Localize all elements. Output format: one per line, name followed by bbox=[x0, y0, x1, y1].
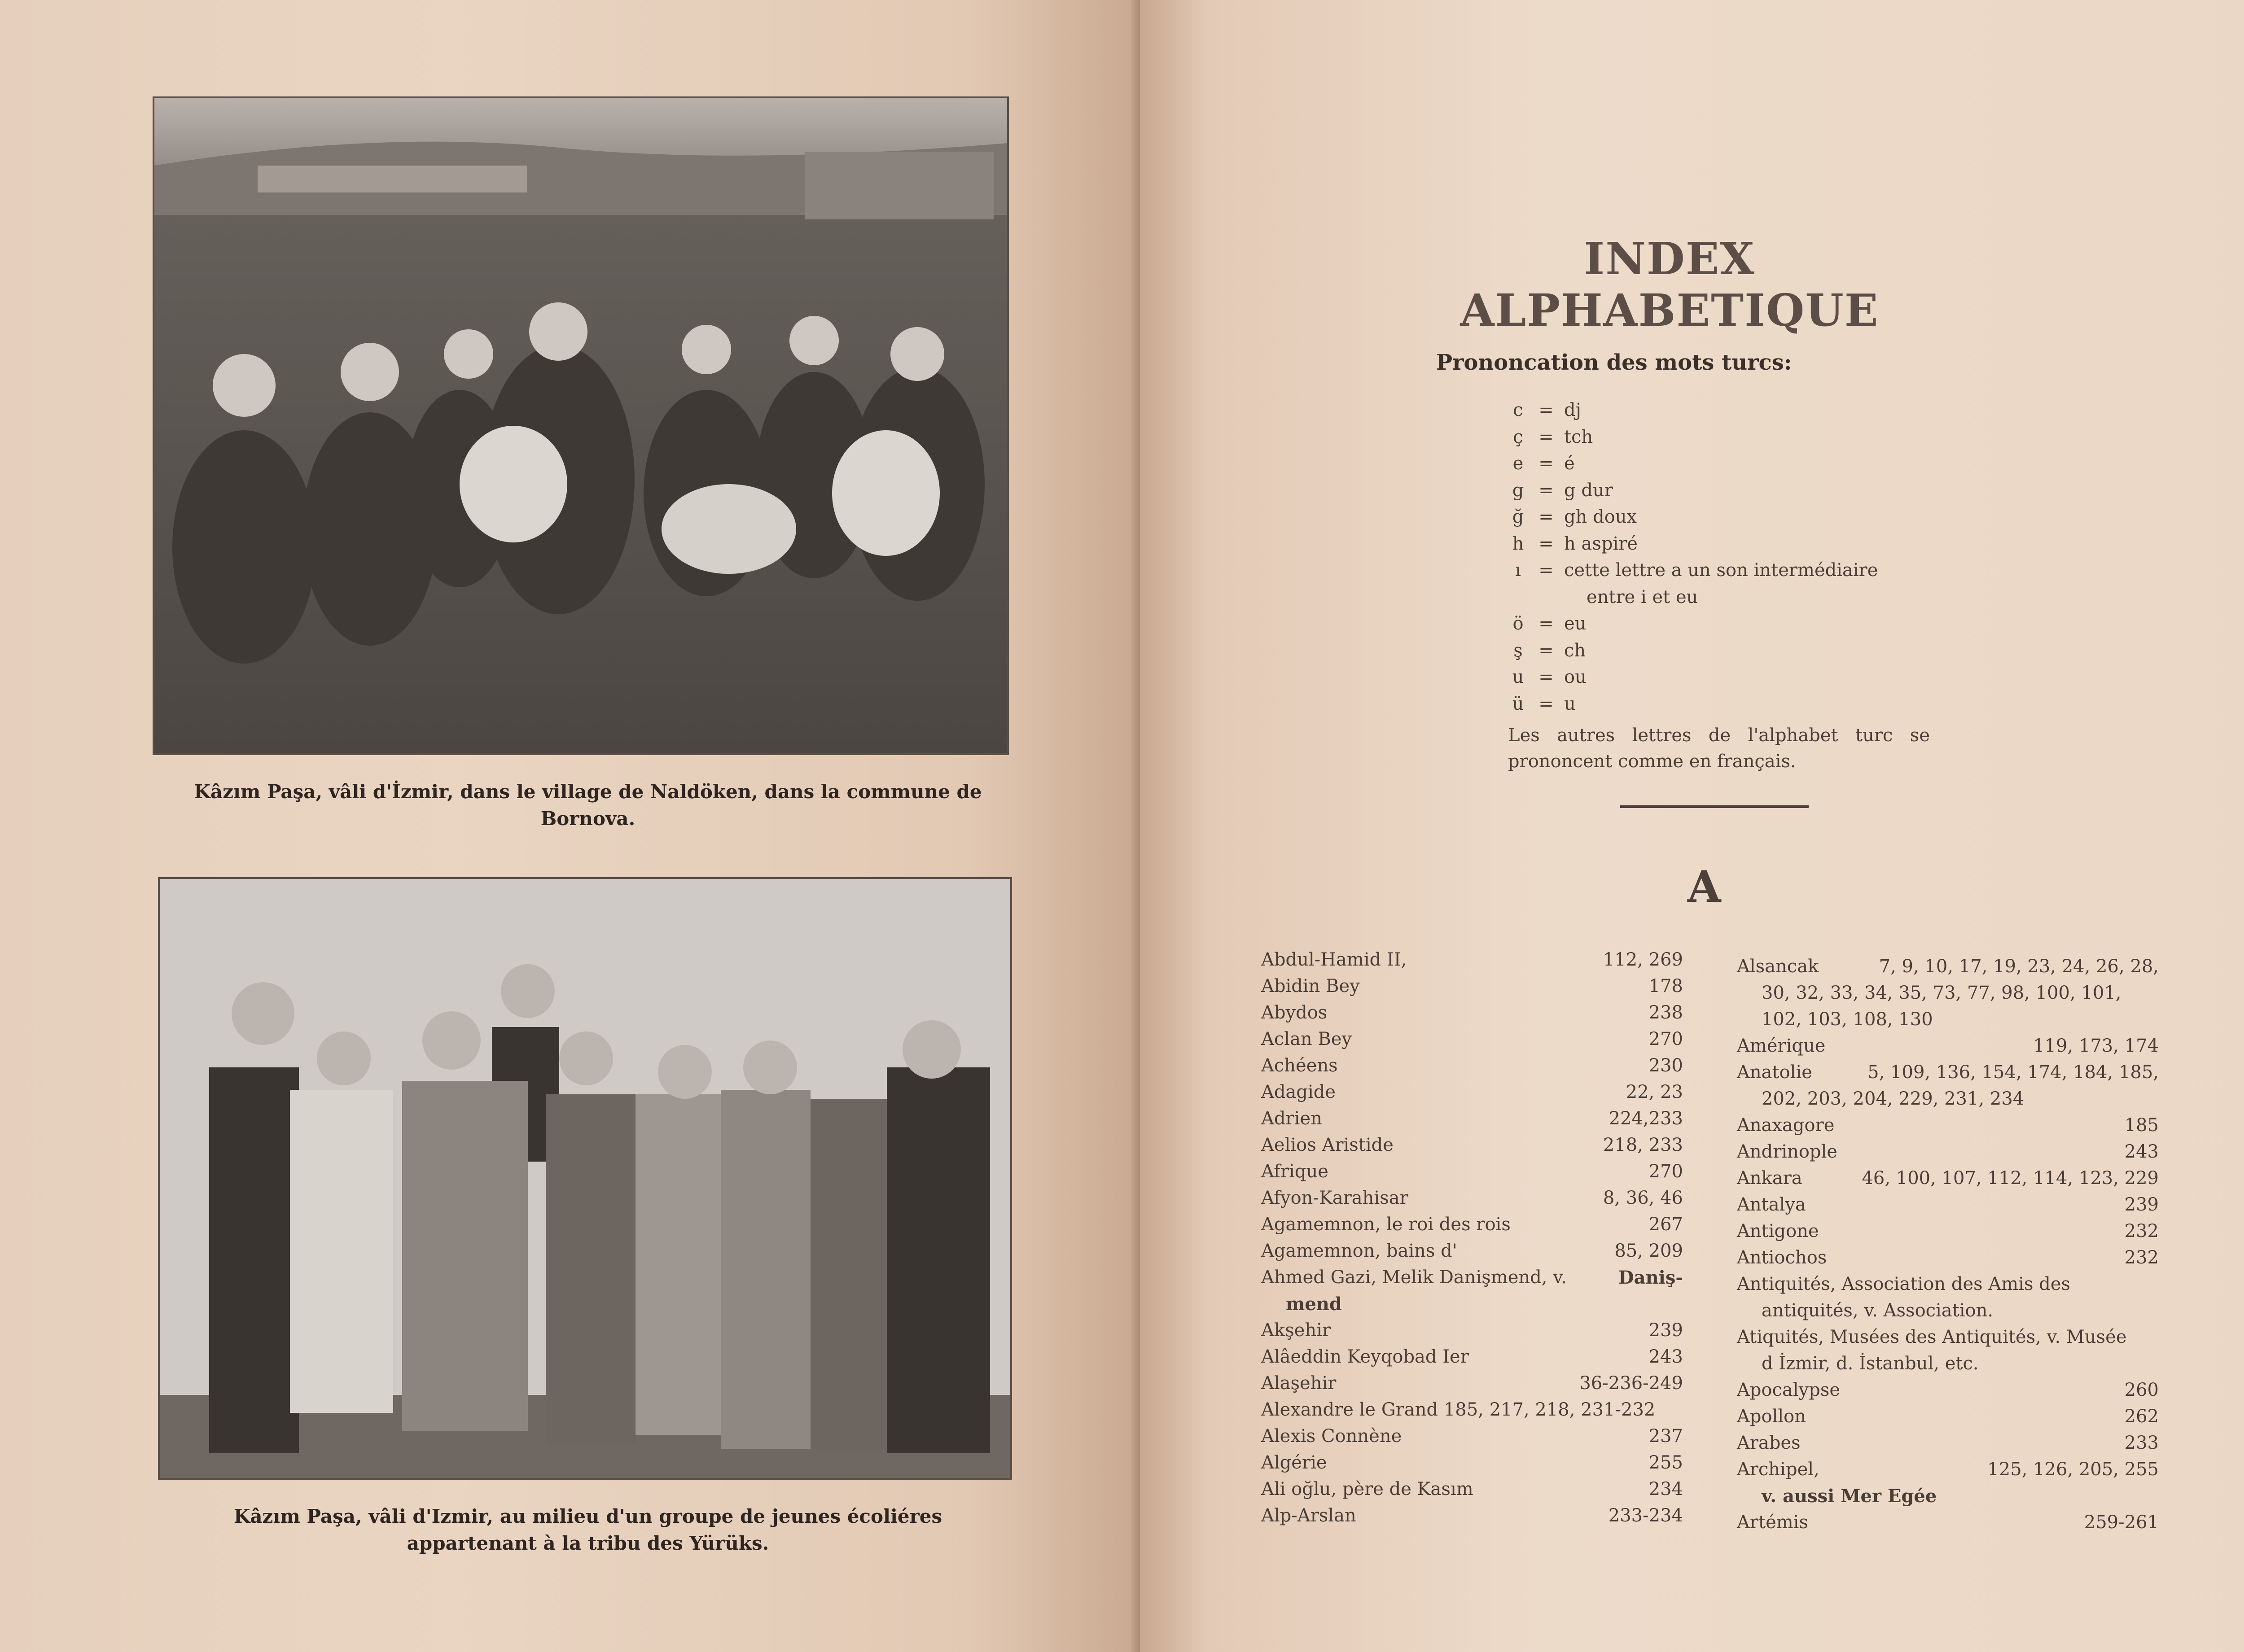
index-entry-line bbox=[1261, 973, 1683, 1000]
index-entry-line bbox=[1261, 1344, 1683, 1370]
pronunciation-heading: Prononcation des mots turcs: bbox=[1436, 350, 1792, 375]
index-entry-pages: 185 bbox=[2124, 1115, 2159, 1136]
index-entry-line bbox=[1261, 1053, 1683, 1079]
index-entry-name: Alaşehir bbox=[1261, 1373, 1337, 1394]
index-entry-line bbox=[1261, 1132, 1683, 1158]
index-entry-line bbox=[1261, 1264, 1683, 1291]
index-entry bbox=[1261, 1026, 1683, 1053]
photo-village-image bbox=[154, 98, 1007, 753]
index-entry-pages: 239 bbox=[2124, 1194, 2159, 1215]
pronunciation-value: gh doux bbox=[1564, 507, 1637, 527]
pronunciation-row bbox=[1508, 664, 1939, 691]
pronunciation-letter: u bbox=[1512, 667, 1524, 687]
index-entry bbox=[1261, 1238, 1683, 1264]
index-entry-continuation: v. aussi Mer Egée bbox=[1762, 1486, 1937, 1507]
index-entry-pages: 224,233 bbox=[1608, 1108, 1683, 1129]
index-entry-name: Artémis bbox=[1737, 1512, 1809, 1533]
index-entry bbox=[1737, 1165, 2159, 1192]
index-entry-pages: 36-236-249 bbox=[1579, 1373, 1683, 1394]
index-entry bbox=[1261, 1132, 1683, 1158]
index-entry-line bbox=[1737, 1271, 2159, 1298]
index-entry bbox=[1737, 1430, 2159, 1456]
index-entry-line bbox=[1261, 1423, 1683, 1450]
index-entry-line bbox=[1261, 1238, 1683, 1264]
equals-sign: = bbox=[1538, 533, 1554, 554]
pronunciation-value: g dur bbox=[1564, 480, 1613, 501]
index-entry bbox=[1261, 1158, 1683, 1185]
index-entry bbox=[1737, 1033, 2159, 1059]
index-entry-line bbox=[1737, 1509, 2159, 1536]
index-entry-pages: 178 bbox=[1648, 976, 1683, 996]
index-entry-line bbox=[1737, 1377, 2159, 1403]
index-entry-pages: 243 bbox=[2124, 1141, 2159, 1162]
index-entry-line bbox=[1737, 1139, 2159, 1165]
index-entry-pages: 232 bbox=[2124, 1247, 2159, 1268]
index-entry-name: Agamemnon, bains d' bbox=[1261, 1241, 1457, 1261]
index-entry-line bbox=[1261, 1317, 1683, 1344]
index-entry-pages: 22, 23 bbox=[1626, 1082, 1683, 1102]
index-entry-name: Ahmed Gazi, Melik Danişmend, v. bbox=[1261, 1267, 1567, 1288]
index-entry-pages: 270 bbox=[1648, 1029, 1683, 1049]
index-entry-pages: 239 bbox=[1648, 1320, 1683, 1341]
index-entry bbox=[1261, 1185, 1683, 1211]
index-entry-line bbox=[1261, 1185, 1683, 1211]
index-entry bbox=[1737, 1245, 2159, 1271]
index-entry-pages: 232 bbox=[2124, 1221, 2159, 1241]
index-entry-pages: 237 bbox=[1648, 1426, 1683, 1447]
pronunciation-letter: h bbox=[1512, 533, 1524, 554]
equals-sign: = bbox=[1538, 400, 1554, 420]
photo-caption-2: Kâzım Paşa, vâli d'Izmir, au milieu d'un groupe de jeunes écoliéres appartenant à la tribu des Yürüks. bbox=[233, 1505, 942, 1554]
index-entry-line bbox=[1261, 1106, 1683, 1132]
index-entry-pages: Daniş- bbox=[1618, 1267, 1683, 1288]
equals-sign: = bbox=[1538, 480, 1554, 501]
index-entry-name: Alexis Connène bbox=[1261, 1426, 1402, 1447]
index-entry-pages: 255 bbox=[1648, 1452, 1683, 1473]
index-entry-line bbox=[1737, 953, 2159, 980]
pronunciation-row bbox=[1508, 424, 1939, 451]
index-entry bbox=[1737, 1059, 2159, 1112]
pronunciation-value: eu bbox=[1564, 613, 1587, 634]
pronunciation-letter: c bbox=[1513, 400, 1523, 420]
pronunciation-value: tch bbox=[1564, 426, 1593, 447]
index-entry-line bbox=[1737, 1430, 2159, 1456]
index-entry bbox=[1737, 1112, 2159, 1139]
index-entry-pages: 5, 109, 136, 154, 174, 184, 185, bbox=[1867, 1062, 2159, 1083]
index-entry bbox=[1261, 1053, 1683, 1079]
index-entry-line bbox=[1261, 1503, 1683, 1529]
pronunciation-value: u bbox=[1564, 693, 1576, 714]
index-entry bbox=[1737, 1324, 2159, 1377]
index-entry-name: Archipel, bbox=[1737, 1459, 1819, 1480]
index-entry-name: Afyon-Karahisar bbox=[1261, 1188, 1408, 1208]
index-entry-name: Aclan Bey bbox=[1261, 1029, 1352, 1049]
index-entry-name: Antiquités, Association des Amis des bbox=[1737, 1274, 2071, 1294]
index-entry-pages: 119, 173, 174 bbox=[2033, 1036, 2159, 1056]
index-entry-pages: 259-261 bbox=[2084, 1512, 2159, 1533]
index-entry-pages: 260 bbox=[2124, 1380, 2159, 1400]
index-column-left bbox=[1261, 947, 1683, 1529]
index-entry bbox=[1261, 1317, 1683, 1344]
index-entry bbox=[1261, 973, 1683, 1000]
index-entry-line bbox=[1261, 1000, 1683, 1026]
index-entry-name: Alsancak bbox=[1737, 956, 1819, 977]
index-entry-line bbox=[1737, 1033, 2159, 1059]
pronunciation-letter: g bbox=[1512, 480, 1524, 501]
index-entry-line bbox=[1261, 1397, 1683, 1423]
index-entry-name: Alexandre le Grand 185, 217, 218, 231-232 bbox=[1261, 1399, 1656, 1420]
index-entry-continuation: d İzmir, d. İstanbul, etc. bbox=[1762, 1353, 1979, 1374]
index-entry-line bbox=[1261, 1211, 1683, 1238]
equals-sign: = bbox=[1538, 507, 1554, 527]
pronunciation-value: cette lettre a un son intermédiaire bbox=[1564, 560, 1878, 581]
pronunciation-letter: ş bbox=[1513, 640, 1523, 661]
index-entry bbox=[1737, 1271, 2159, 1324]
index-entry-line bbox=[1737, 1324, 2159, 1350]
pronunciation-value: ch bbox=[1564, 640, 1586, 661]
index-entry bbox=[1737, 1456, 2159, 1509]
index-entry-pages: 7, 9, 10, 17, 19, 23, 24, 26, 28, bbox=[1879, 956, 2159, 977]
index-entry-line bbox=[1737, 1059, 2159, 1086]
pronunciation-value: dj bbox=[1564, 400, 1582, 420]
pronunciation-letter: ö bbox=[1512, 613, 1524, 634]
index-entry-name: Agamemnon, le roi des rois bbox=[1261, 1214, 1511, 1235]
index-entry bbox=[1261, 1106, 1683, 1132]
index-entry bbox=[1737, 1377, 2159, 1403]
index-entry bbox=[1261, 1000, 1683, 1026]
index-entry-line bbox=[1737, 1245, 2159, 1271]
pronunciation-value: ou bbox=[1564, 667, 1587, 687]
index-entry-line bbox=[1261, 1450, 1683, 1476]
index-entry bbox=[1737, 1509, 2159, 1536]
equals-sign: = bbox=[1538, 426, 1554, 447]
index-entry-pages: 112, 269 bbox=[1603, 949, 1683, 970]
pronunciation-row bbox=[1508, 504, 1939, 531]
pronunciation-letter: e bbox=[1512, 453, 1524, 474]
index-entry bbox=[1261, 1211, 1683, 1238]
index-entry-pages: 218, 233 bbox=[1603, 1135, 1683, 1155]
index-entry-pages: 234 bbox=[1648, 1479, 1683, 1499]
index-entry-pages: 233-234 bbox=[1608, 1505, 1683, 1526]
index-column-right bbox=[1737, 953, 2159, 1536]
index-entry-name: Abydos bbox=[1261, 1002, 1328, 1023]
index-entry-name: Atiquités, Musées des Antiquités, v. Musée bbox=[1737, 1327, 2127, 1347]
index-entry-name: Abidin Bey bbox=[1261, 976, 1360, 996]
index-entry bbox=[1261, 1503, 1683, 1529]
index-entry-name: Akşehir bbox=[1261, 1320, 1331, 1341]
index-entry-line bbox=[1737, 1112, 2159, 1139]
pronunciation-row bbox=[1508, 477, 1939, 504]
index-entry-continuation: 102, 103, 108, 130 bbox=[1762, 1009, 1933, 1030]
photo-caption-1: Kâzım Paşa, vâli d'İzmir, dans le village de Naldöken, dans la commune de Bornova. bbox=[194, 781, 982, 830]
pronunciation-letter: ğ bbox=[1512, 507, 1524, 527]
index-entry-name: Anaxagore bbox=[1737, 1115, 1835, 1136]
index-entry-line bbox=[1261, 1370, 1683, 1397]
index-entry-pages: 230 bbox=[1648, 1055, 1683, 1076]
photo-schoolgirls-image bbox=[160, 879, 1010, 1478]
equals-sign: = bbox=[1538, 640, 1554, 661]
pronunciation-list bbox=[1508, 397, 1939, 717]
pronunciation-note: Les autres lettres de l'alphabet turc se prononcent comme en français. bbox=[1508, 725, 1930, 772]
pronunciation-value: é bbox=[1564, 453, 1575, 474]
index-title: INDEX ALPHABETIQUE bbox=[1460, 233, 1879, 337]
pronunciation-row bbox=[1508, 638, 1939, 664]
equals-sign: = bbox=[1538, 667, 1554, 687]
index-entry-pages: 243 bbox=[1648, 1346, 1683, 1367]
pronunciation-continuation: entre i et eu bbox=[1587, 586, 1698, 607]
pronunciation-letter: ü bbox=[1512, 693, 1524, 714]
index-entry-pages: 8, 36, 46 bbox=[1603, 1188, 1683, 1208]
index-entry-name: Apollon bbox=[1737, 1406, 1806, 1427]
index-entry-name: Alâeddin Keyqobad Ier bbox=[1261, 1346, 1469, 1367]
index-entry-line bbox=[1737, 1456, 2159, 1483]
index-entry bbox=[1261, 1450, 1683, 1476]
index-entry-name: Antalya bbox=[1737, 1194, 1806, 1215]
index-entry-line bbox=[1737, 1192, 2159, 1218]
equals-sign: = bbox=[1538, 453, 1554, 474]
pronunciation-row bbox=[1508, 611, 1939, 638]
index-entry-name: Antigone bbox=[1737, 1221, 1819, 1241]
index-entry bbox=[1261, 1476, 1683, 1503]
index-entry bbox=[1261, 1264, 1683, 1317]
pronunciation-letter: ç bbox=[1513, 426, 1523, 447]
index-entry bbox=[1261, 1423, 1683, 1450]
index-entry-pages: 262 bbox=[2124, 1406, 2159, 1427]
index-entry-pages: 46, 100, 107, 112, 114, 123, 229 bbox=[1862, 1168, 2159, 1189]
index-entry-pages: 125, 126, 205, 255 bbox=[1987, 1459, 2159, 1480]
index-entry-line bbox=[1261, 1026, 1683, 1053]
pronunciation-value: h aspiré bbox=[1564, 533, 1638, 554]
index-entry-name: Alp-Arslan bbox=[1261, 1505, 1356, 1526]
pronunciation-row bbox=[1508, 397, 1939, 424]
photo-schoolgirls-group bbox=[158, 877, 1012, 1480]
index-entry-line bbox=[1261, 1476, 1683, 1503]
index-entry bbox=[1261, 1370, 1683, 1397]
index-entry-continuation: 202, 203, 204, 229, 231, 234 bbox=[1762, 1088, 2025, 1109]
index-entry-name: Andrinople bbox=[1737, 1141, 1838, 1162]
index-entry bbox=[1261, 947, 1683, 973]
index-entry-name: Apocalypse bbox=[1737, 1380, 1841, 1400]
index-entry-name: Abdul-Hamid II, bbox=[1261, 949, 1407, 970]
index-entry-pages: 238 bbox=[1648, 1002, 1683, 1023]
index-entry-name: Afrique bbox=[1261, 1161, 1328, 1182]
index-entry bbox=[1737, 1139, 2159, 1165]
pronunciation-row bbox=[1508, 450, 1939, 477]
pronunciation-row bbox=[1508, 691, 1939, 718]
index-entry-line bbox=[1261, 1079, 1683, 1106]
section-divider bbox=[1620, 805, 1809, 808]
index-entry-continuation: antiquités, v. Association. bbox=[1762, 1300, 1994, 1321]
index-entry-name: Algérie bbox=[1261, 1452, 1327, 1473]
index-entry-name: Ali oğlu, père de Kasım bbox=[1261, 1479, 1473, 1499]
index-entry-name: Achéens bbox=[1261, 1055, 1338, 1076]
index-entry-pages: 270 bbox=[1648, 1161, 1683, 1182]
photo-village-group bbox=[153, 96, 1009, 755]
index-entry bbox=[1737, 953, 2159, 1033]
index-entry-line bbox=[1261, 947, 1683, 973]
index-entry-name: Adagide bbox=[1261, 1082, 1336, 1102]
index-entry bbox=[1261, 1397, 1683, 1423]
equals-sign: = bbox=[1538, 560, 1554, 581]
equals-sign: = bbox=[1538, 693, 1554, 714]
index-entry bbox=[1261, 1344, 1683, 1370]
index-entry-name: Arabes bbox=[1737, 1433, 1801, 1453]
index-entry-name: Ankara bbox=[1737, 1168, 1802, 1189]
index-entry-name: Anatolie bbox=[1737, 1062, 1812, 1083]
index-entry bbox=[1737, 1403, 2159, 1430]
index-entry-line bbox=[1737, 1218, 2159, 1245]
index-entry-name: Adrien bbox=[1261, 1108, 1322, 1129]
pronunciation-row bbox=[1508, 531, 1939, 558]
equals-sign: = bbox=[1538, 613, 1554, 634]
index-entry bbox=[1737, 1192, 2159, 1218]
index-entry-name: Aelios Aristide bbox=[1261, 1135, 1394, 1155]
index-entry-line bbox=[1737, 1403, 2159, 1430]
index-entry-line bbox=[1737, 1165, 2159, 1192]
pronunciation-letter: ı bbox=[1515, 560, 1521, 581]
index-entry-line bbox=[1261, 1158, 1683, 1185]
index-entry bbox=[1737, 1218, 2159, 1245]
index-entry-name: Amérique bbox=[1737, 1036, 1826, 1056]
index-entry-continuation: 30, 32, 33, 34, 35, 73, 77, 98, 100, 101, bbox=[1762, 983, 2121, 1003]
index-entry-pages: 267 bbox=[1648, 1214, 1683, 1235]
index-entry-name: Antiochos bbox=[1737, 1247, 1827, 1268]
section-letter: A bbox=[1687, 861, 1721, 912]
index-entry-pages: 233 bbox=[2124, 1433, 2159, 1453]
index-entry-pages: 85, 209 bbox=[1614, 1241, 1683, 1261]
index-entry-continuation: mend bbox=[1286, 1294, 1342, 1315]
pronunciation-row bbox=[1508, 557, 1939, 584]
index-entry bbox=[1261, 1079, 1683, 1106]
